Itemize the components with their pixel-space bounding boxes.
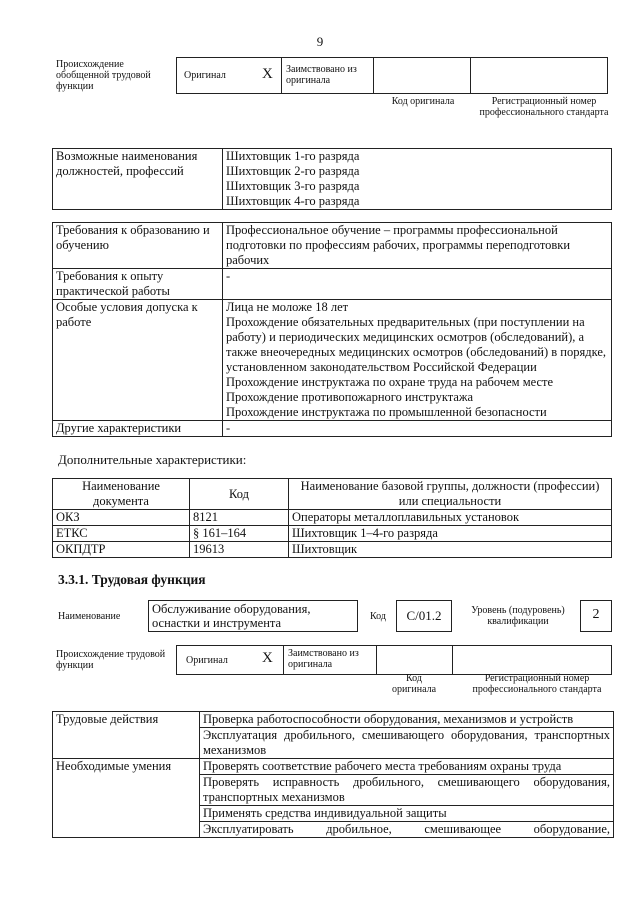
positions-values: Шихтовщик 1-го разряда Шихтовщик 2-го разряда Шихтовщик 3-го разряда Шихтовщик 4-го разряда xyxy=(223,149,612,210)
function-code-label: Код xyxy=(370,611,386,622)
table-cell: 8121 xyxy=(190,510,289,526)
function-heading: 3.3.1. Трудовая функция xyxy=(58,572,206,587)
original-label-2: Оригинал xyxy=(186,655,228,666)
divider xyxy=(470,57,471,94)
skill-item: Применять средства индивидуальной защиты xyxy=(200,806,614,822)
divider xyxy=(281,57,282,94)
function-level-label: Уровень (подуровень) квалификации xyxy=(471,605,565,627)
req-conditions-label: Особые условия допуска к работе xyxy=(53,300,223,421)
table-cell: Шихтовщик xyxy=(289,542,612,558)
req-education-label: Требования к образованию и обучению xyxy=(53,223,223,269)
table-cell: ОКПДТР xyxy=(53,542,190,558)
original-mark-2: X xyxy=(262,650,273,666)
req-other-label: Другие характеристики xyxy=(53,421,223,437)
reg-caption: Регистрационный номер профессионального стандарта xyxy=(479,96,609,118)
positions-table xyxy=(52,148,612,210)
action-item: Эксплуатация дробильного, смешивающего оборудования, транспортных механизмов xyxy=(200,728,614,759)
function-code-value: C/01.2 xyxy=(406,608,442,623)
divider xyxy=(283,645,284,675)
origin-box-2 xyxy=(176,645,612,675)
actions-skills-table xyxy=(52,711,614,838)
additional-header-name: Наименование базовой группы, должности (профессии) или специальности xyxy=(289,479,612,510)
function-name-value: Обслуживание оборудования, оснастки и инструмента xyxy=(152,602,311,630)
actions-label: Трудовые действия xyxy=(53,712,200,759)
table-row xyxy=(53,542,612,558)
req-other-value: - xyxy=(223,421,612,437)
origin-label-2: Происхождение трудовой функции xyxy=(56,649,166,671)
page-number: 9 xyxy=(316,34,324,49)
requirements-table xyxy=(52,222,612,437)
additional-title: Дополнительные характеристики: xyxy=(58,452,247,467)
table-row xyxy=(53,510,612,526)
req-education-value: Профессиональное обучение – программы профессиональной подготовки по профессиям рабочих, программы переподготовки рабочих xyxy=(223,223,612,269)
skill-item: Проверять соответствие рабочего места требованиям охраны труда xyxy=(200,759,614,775)
table-row xyxy=(53,526,612,542)
reg-caption-2: Регистрационный номер профессионального стандарта xyxy=(472,673,602,695)
additional-table xyxy=(52,478,612,558)
divider xyxy=(373,57,374,94)
table-cell: ОКЗ xyxy=(53,510,190,526)
table-cell: 19613 xyxy=(190,542,289,558)
skills-label: Необходимые умения xyxy=(53,759,200,838)
divider xyxy=(452,645,453,675)
borrowed-label: Заимствовано из оригинала xyxy=(286,64,357,86)
function-name-label: Наименование xyxy=(58,611,121,622)
positions-label: Возможные наименования должностей, профессий xyxy=(53,149,223,210)
code-caption: Код оригинала xyxy=(391,96,455,107)
divider xyxy=(376,645,377,675)
table-cell: Операторы металлоплавильных установок xyxy=(289,510,612,526)
req-conditions-value: Лица не моложе 18 лет Прохождение обязательных предварительных (при поступлении на работу) и периодических медицинских осмотров (обследований), а также внеочередных медицинских осмотров (обследований) в порядке, установленном законодательством Российской Федерации Прохождение инструктажа по охране труда на рабочем месте Прохождение противопожарного инструктажа Прохождение инструктажа по промышленной безопасности xyxy=(223,300,612,421)
skill-item: Эксплуатировать дробильное, смешивающее оборудование, xyxy=(200,822,614,838)
origin-label: Происхождение обобщенной трудовой функции xyxy=(56,59,151,92)
additional-header-code: Код xyxy=(190,479,289,510)
borrowed-label-2: Заимствовано из оригинала xyxy=(288,648,359,670)
code-caption-2: Код оригинала xyxy=(391,673,437,695)
action-item: Проверка работоспособности оборудования, механизмов и устройств xyxy=(200,712,614,728)
table-cell: ЕТКС xyxy=(53,526,190,542)
additional-header-doc: Наименование документа xyxy=(53,479,190,510)
table-cell: § 161–164 xyxy=(190,526,289,542)
req-experience-value: - xyxy=(223,269,612,300)
origin-box xyxy=(176,57,608,94)
original-mark: X xyxy=(262,66,273,82)
function-level-value: 2 xyxy=(592,607,600,622)
table-cell: Шихтовщик 1–4-го разряда xyxy=(289,526,612,542)
skill-item: Проверять исправность дробильного, смешивающего оборудования, транспортных механизмов xyxy=(200,775,614,806)
original-label: Оригинал xyxy=(184,70,226,81)
req-experience-label: Требования к опыту практической работы xyxy=(53,269,223,300)
